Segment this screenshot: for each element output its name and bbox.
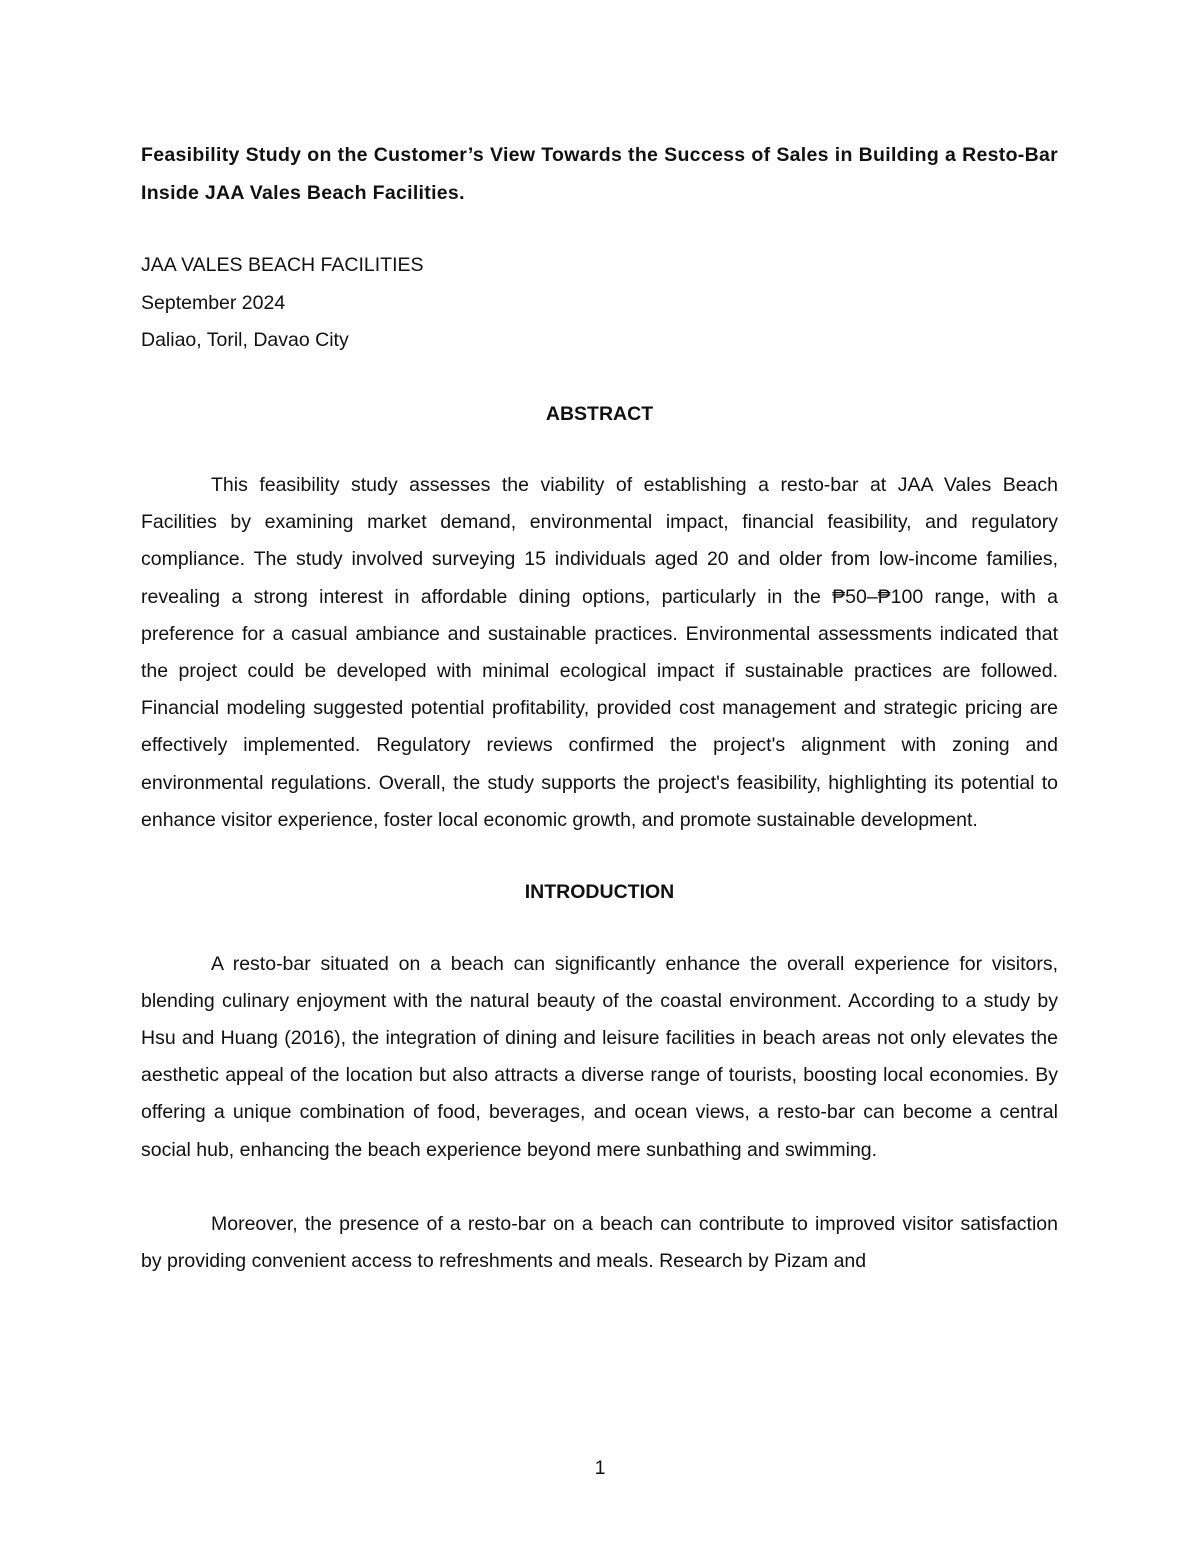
page-number: 1 [594, 1457, 606, 1479]
abstract-heading: ABSTRACT [545, 402, 654, 425]
document-location: Daliao, Toril, Davao City [141, 329, 349, 351]
document-meta [141, 247, 1058, 360]
organization-name: JAA VALES BEACH FACILITIES [141, 254, 424, 276]
introduction-paragraph: Moreover, the presence of a resto-bar on a beach can contribute to improved visitor satisfaction by providing convenient access to refreshments and meals. Research by Pizam and [141, 1212, 1058, 1272]
document-page [141, 137, 1058, 1280]
introduction-heading: INTRODUCTION [524, 881, 675, 904]
introduction-paragraph: A resto-bar situated on a beach can significantly enhance the overall experience for visitors, blending culinary enjoyment with the natural beauty of the coastal environment. According to a study by Hsu and Huang (2016), the integration of dining and leisure facilities in beach areas not only elevates the aesthetic appeal of the location but also attracts a diverse range of tourists, boosting local economies. By offering a unique combination of food, beverages, and ocean views, a resto-bar can become a central social hub, enhancing the beach experience beyond mere sunbathing and swimming. [141, 952, 1058, 1161]
document-date: September 2024 [141, 291, 286, 314]
abstract-paragraph: This feasibility study assesses the viability of establishing a resto-bar at JAA Vales Beach Facilities by examining market demand, environmental impact, financial feasibility, and regulatory compliance. The study involved surveying 15 individuals aged 20 and older from low-income families, revealing a strong interest in affordable dining options, particularly in the ₱50–₱100 range, with a preference for a casual ambiance and sustainable practices. Environmental assessments indicated that the project could be developed with minimal ecological impact if sustainable practices are followed. Financial modeling suggested potential profitability, provided cost management and strategic pricing are effectively implemented. Regulatory reviews confirmed the project's alignment with zoning and environmental regulations. Overall, the study supports the project's feasibility, highlighting its potential to enhance visitor experience, foster local economic growth, and promote sustainable development. [141, 474, 1058, 831]
document-title: Feasibility Study on the Customer’s View Towards the Success of Sales in Building a Resto-Bar Inside JAA Vales Beach Facilities. [141, 144, 1058, 204]
